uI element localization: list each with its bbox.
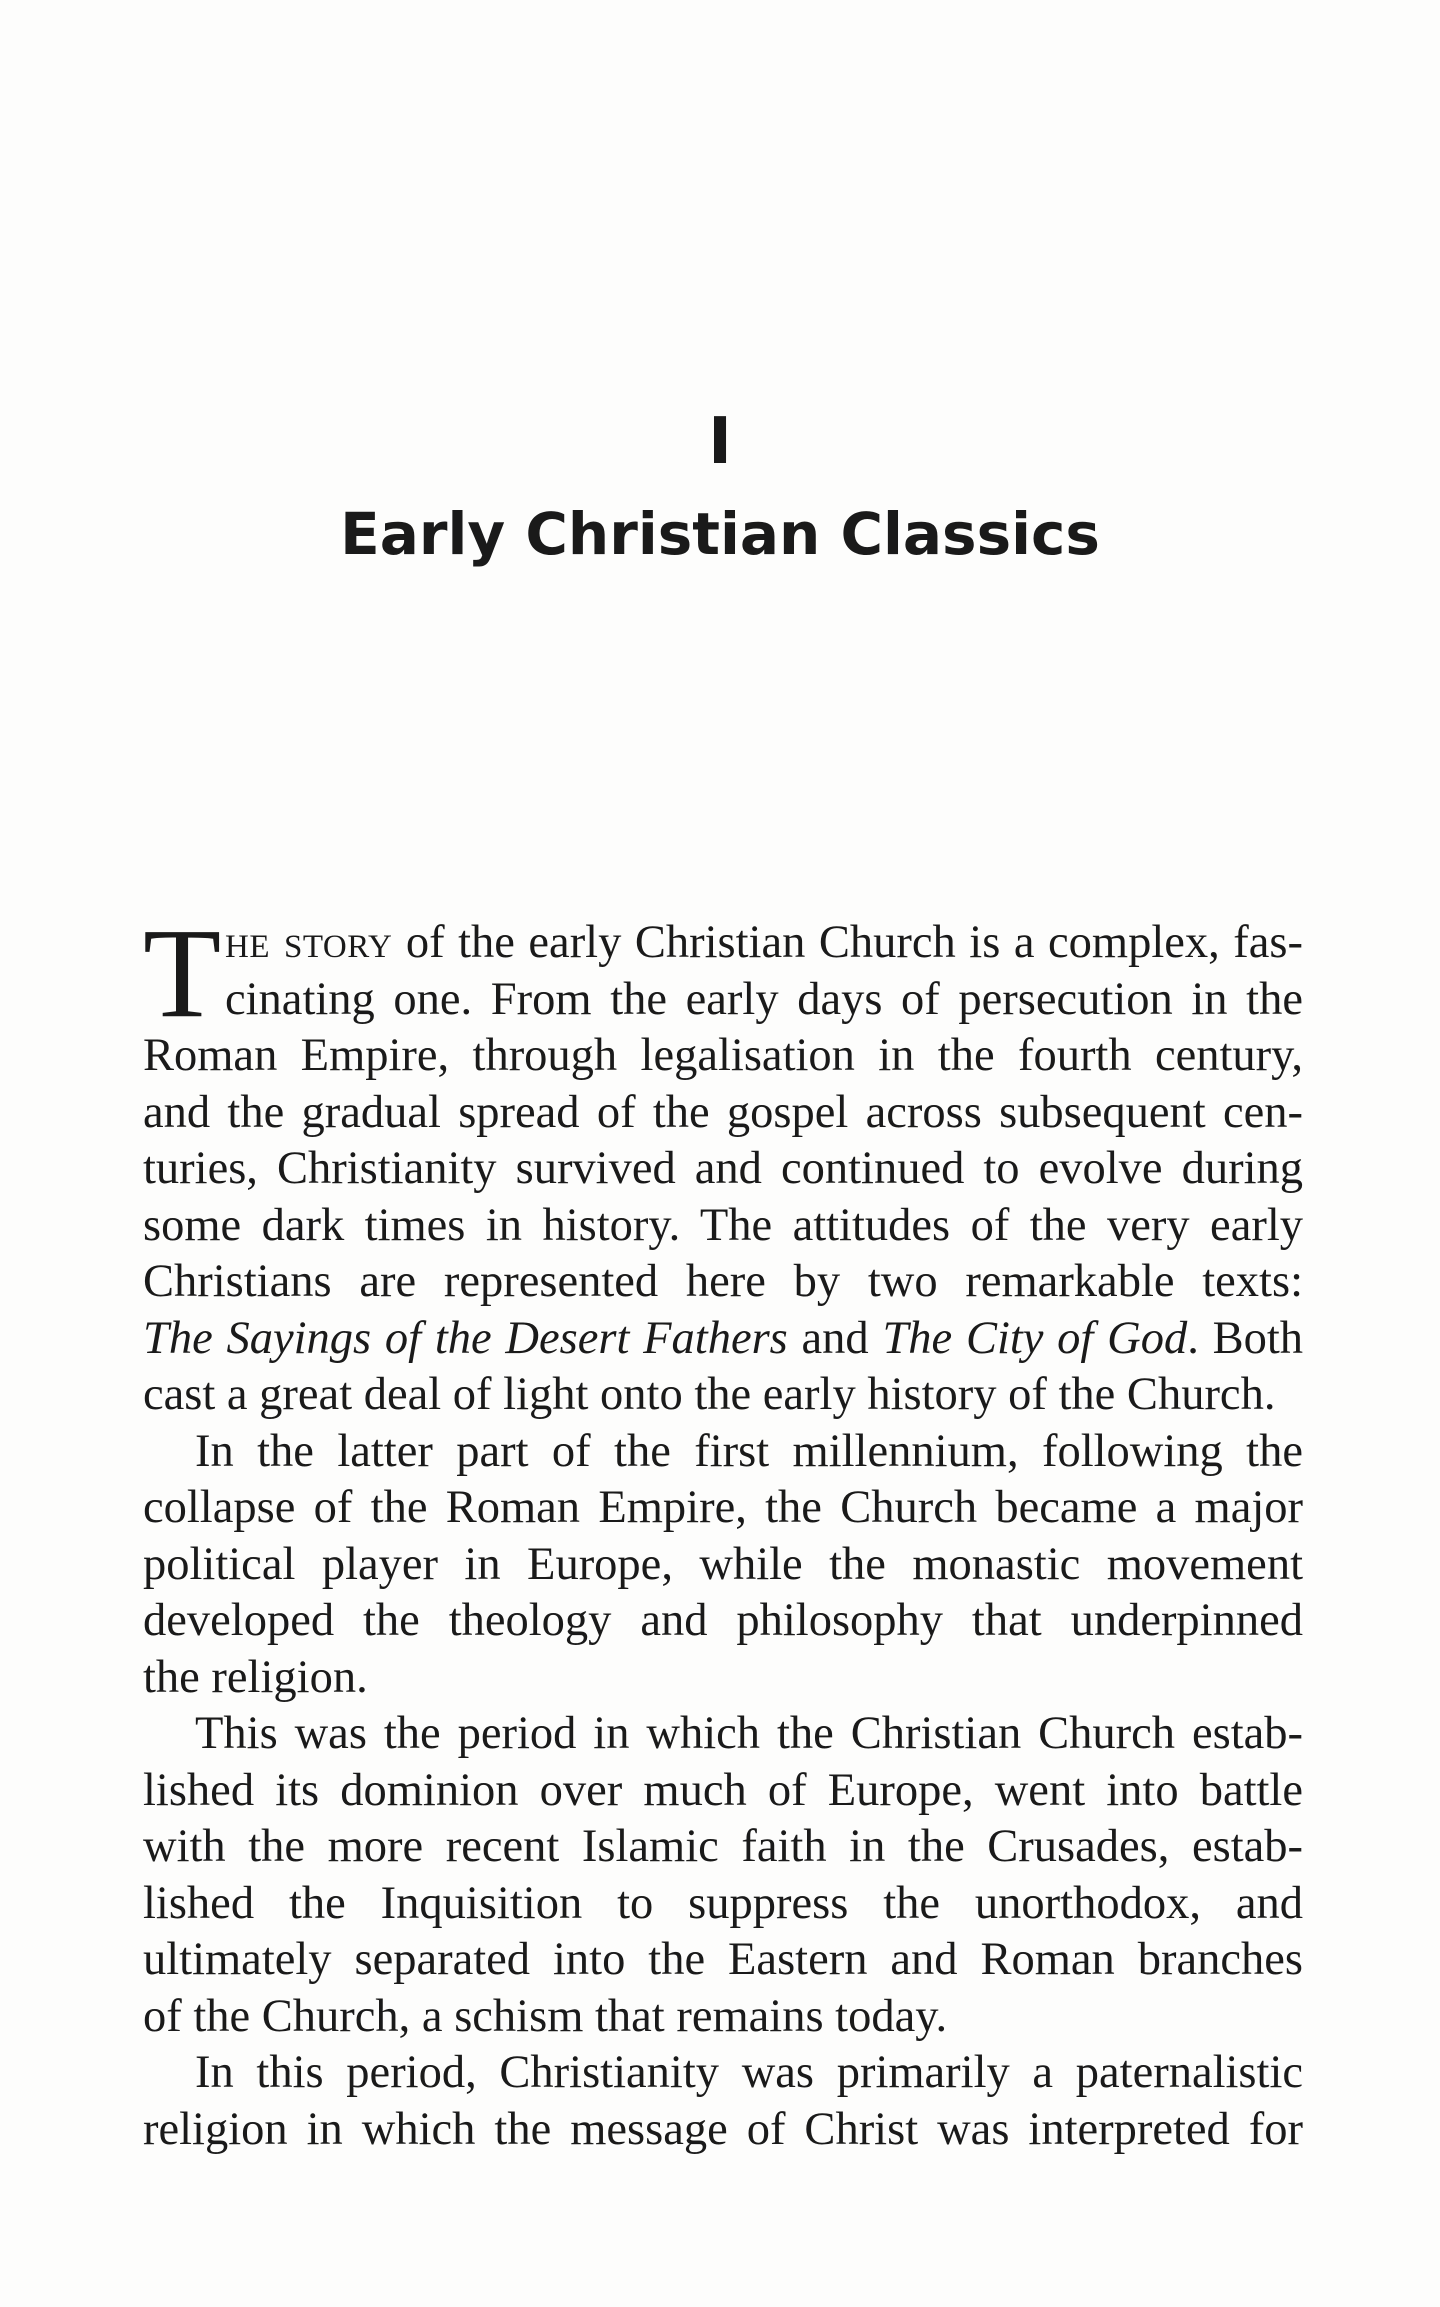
paragraph-1-line-4: and the gradual spread of the gospel across subsequent cen- bbox=[143, 1086, 1303, 1138]
chapter-body bbox=[143, 902, 1304, 2158]
paragraph-3-line-3: with the more recent Islamic faith in the Crusades, estab- bbox=[143, 1821, 1303, 1872]
book-title-city-of-god: The City of God bbox=[882, 1312, 1188, 1364]
paragraph-1-line-2: cinating one. From the early days of persecution in the bbox=[225, 973, 1303, 1025]
paragraph-2-line-3: political player in Europe, while the monastic movement bbox=[143, 1538, 1303, 1590]
opening-words: he story bbox=[225, 917, 393, 968]
paragraph-2-line-4: developed the theology and philosophy that underpinned bbox=[143, 1595, 1303, 1646]
paragraph-1-line-9: cast a great deal of light onto the early history of the Church. bbox=[143, 1369, 1276, 1420]
chapter-number: I bbox=[708, 405, 732, 479]
conjunction: and bbox=[787, 1312, 883, 1364]
paragraph-3-line-1: This was the period in which the Christian Church estab- bbox=[195, 1708, 1303, 1759]
paragraph-3-line-4: lished the Inquisition to suppress the unorthodox, and bbox=[143, 1877, 1303, 1929]
drop-cap: T bbox=[143, 902, 222, 1044]
paragraph-1-line-3: Roman Empire, through legalisation in the fourth century, bbox=[143, 1030, 1303, 1081]
chapter-title: Early Christian Classics bbox=[340, 500, 1100, 568]
paragraph-2-line-1: In the latter part of the first millennium, following the bbox=[195, 1425, 1303, 1477]
paragraph-3-line-2: lished its dominion over much of Europe, went into battle bbox=[143, 1764, 1303, 1816]
paragraph-3-line-5: ultimately separated into the Eastern and Roman branches bbox=[143, 1934, 1303, 1985]
paragraph-1-line-1-text: of the early Christian Church is a complex, fas- bbox=[392, 917, 1303, 968]
paragraph-1-line-5: turies, Christianity survived and continued to evolve during bbox=[143, 1143, 1303, 1194]
paragraph-1-line-1 bbox=[225, 915, 1303, 972]
paragraph-4-line-1: In this period, Christianity was primarily a paternalistic bbox=[195, 2047, 1303, 2098]
line-8-tail: . Both bbox=[1187, 1312, 1304, 1364]
paragraph-1-opening bbox=[143, 902, 1303, 1044]
paragraph-2-line-2: collapse of the Roman Empire, the Church became a major bbox=[143, 1482, 1303, 1533]
paragraph-1-line-8 bbox=[143, 1311, 1303, 1368]
paragraph-1-line-7: Christians are represented here by two remarkable texts: bbox=[143, 1256, 1303, 1307]
paragraph-1-line-6: some dark times in history. The attitudes of the very early bbox=[143, 1199, 1303, 1251]
paragraph-2-line-5: the religion. bbox=[143, 1651, 368, 1703]
paragraph-3-line-6: of the Church, a schism that remains today. bbox=[143, 1990, 948, 2042]
paragraph-4-line-2: religion in which the message of Christ was interpreted for bbox=[143, 2103, 1303, 2155]
book-title-desert-fathers: The Sayings of the Desert Fathers bbox=[143, 1312, 788, 1364]
